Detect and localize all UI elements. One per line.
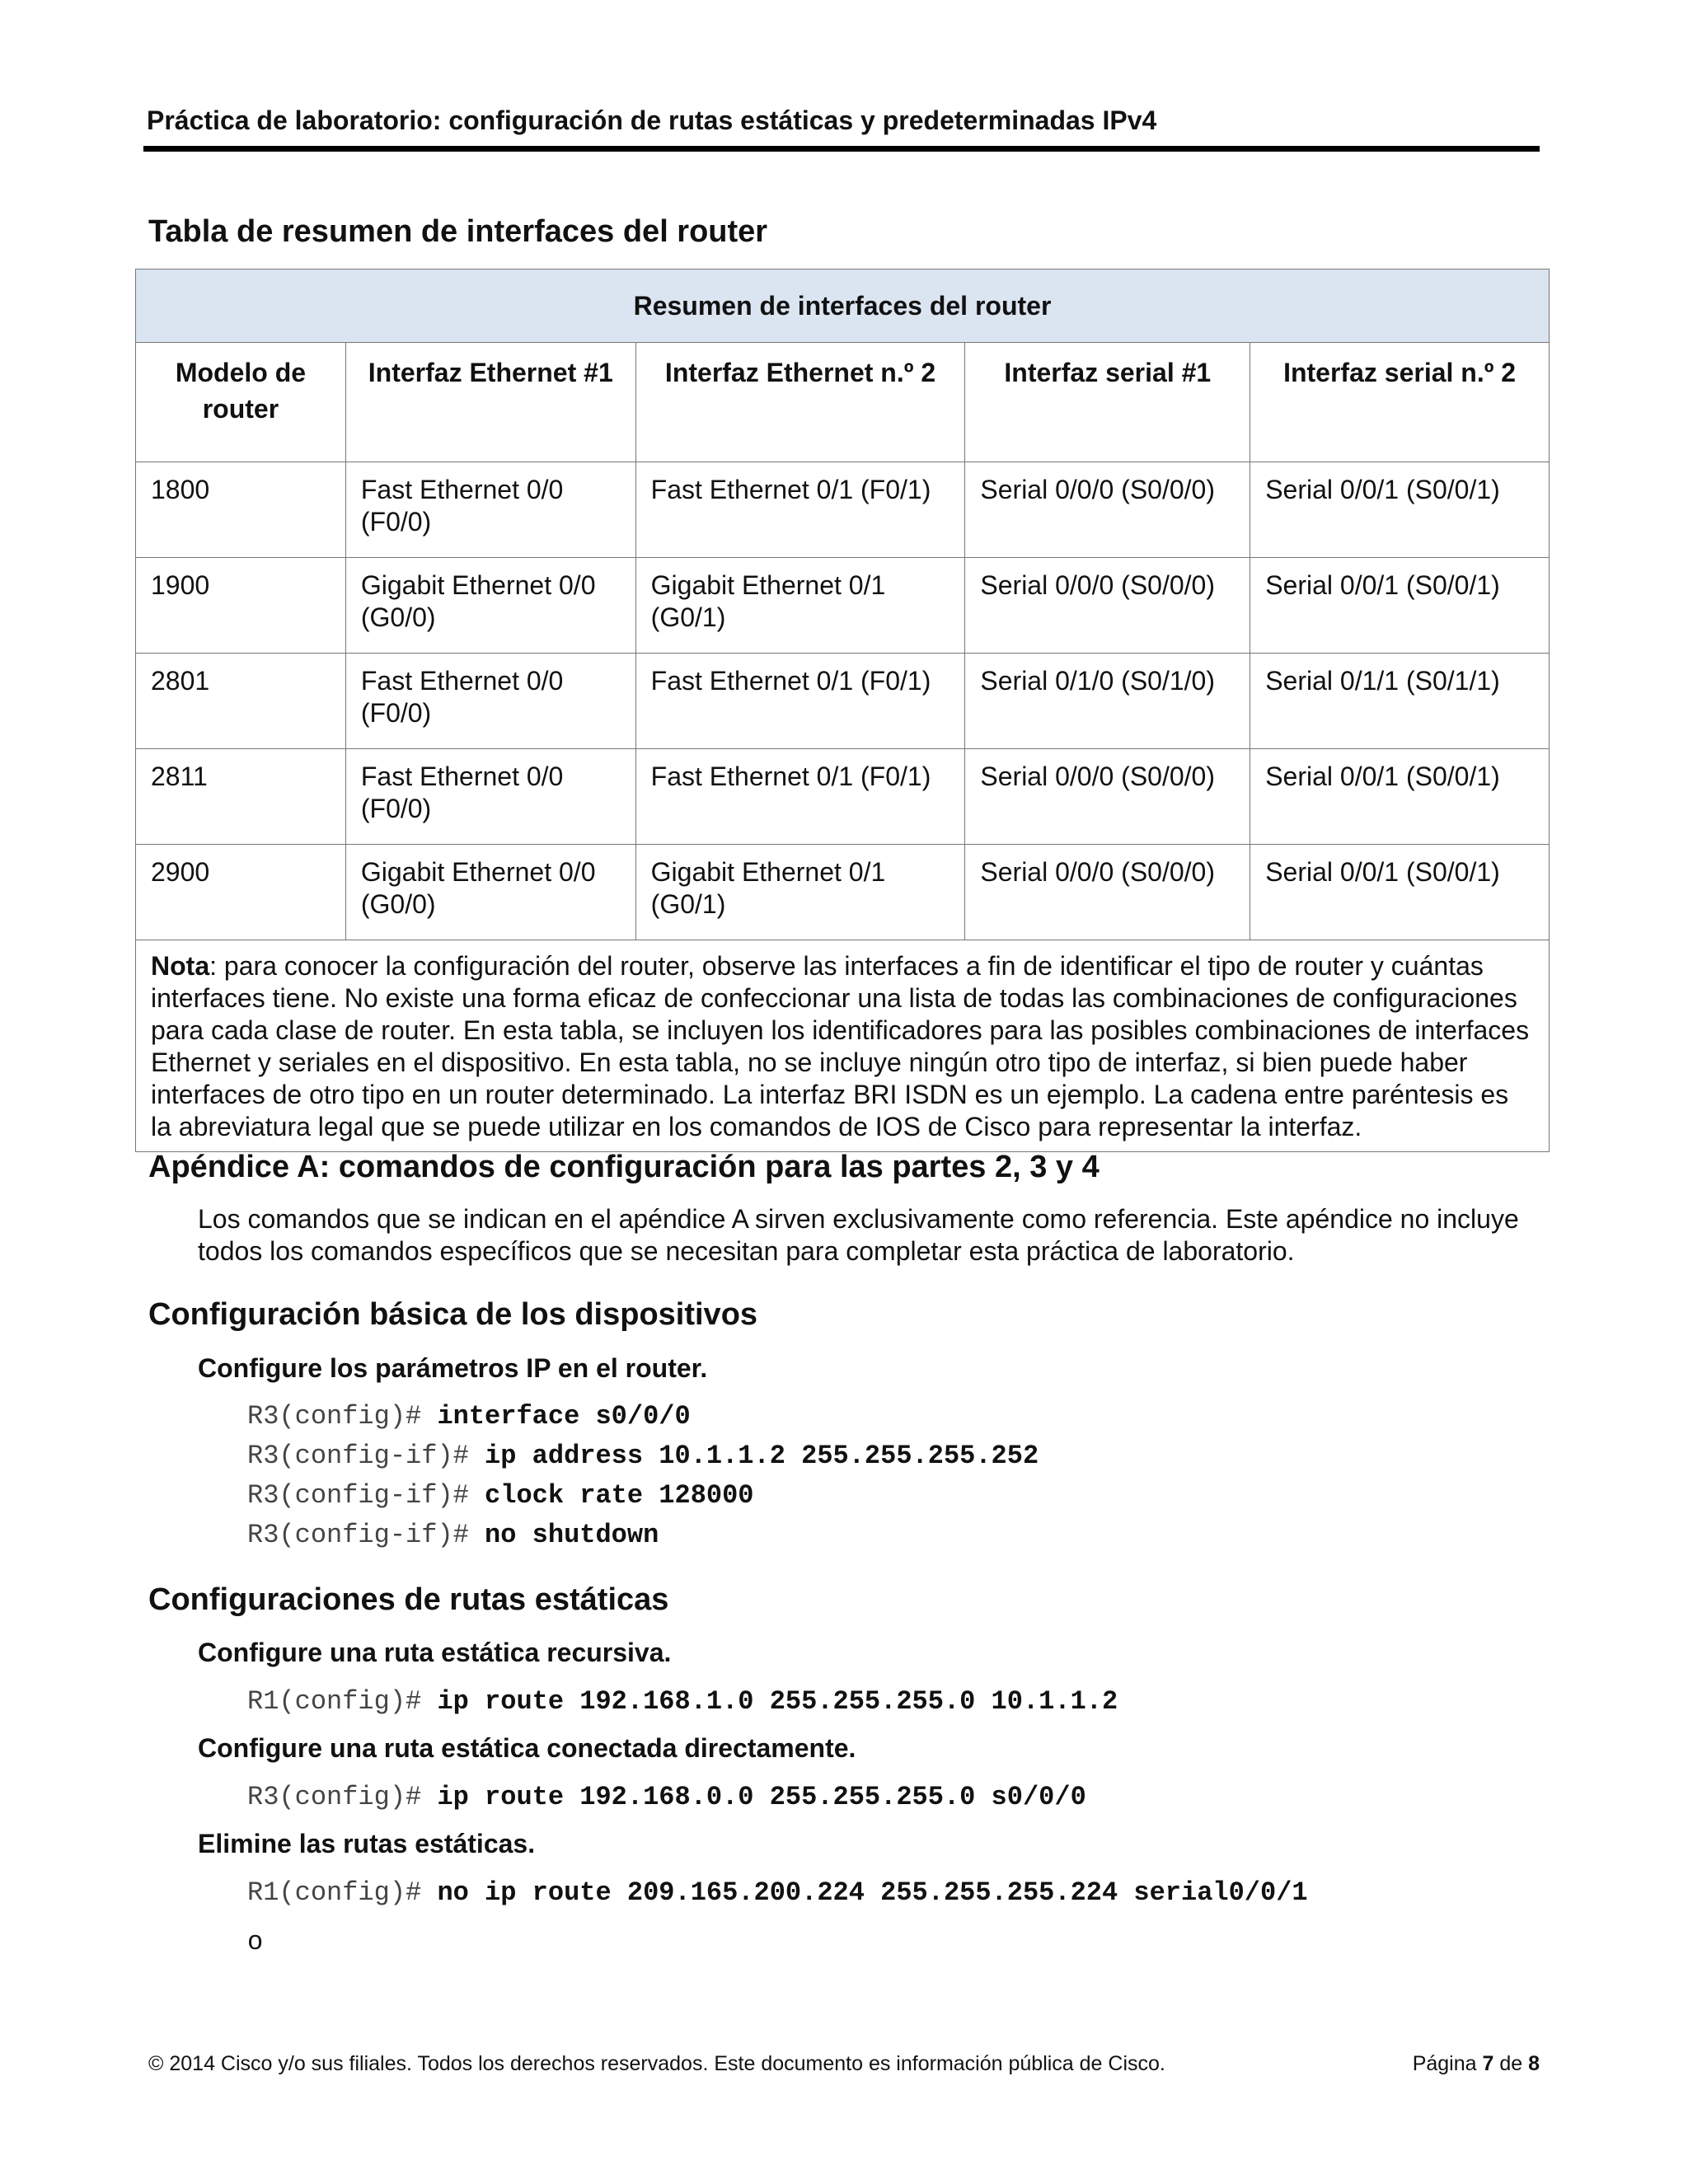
table-cell: Fast Ethernet 0/1 (F0/1) <box>635 462 965 558</box>
appendix-intro: Los comandos que se indican en el apéndice A sirven exclusivamente como referencia. Este apéndice no incluye todos los comandos específicos que se necesitan para completar esta práctica de laboratorio. <box>198 1204 1519 1266</box>
table-cell: 2801 <box>136 654 346 749</box>
table-cell: Serial 0/0/0 (S0/0/0) <box>965 845 1250 940</box>
command-line <box>247 1480 754 1511</box>
page-total: 8 <box>1528 2052 1540 2075</box>
table-cell: Serial 0/1/0 (S0/1/0) <box>965 654 1250 749</box>
table-row <box>136 654 1550 749</box>
command-text: ip route 192.168.0.0 255.255.255.0 s0/0/0 <box>437 1782 1086 1812</box>
recursive-route-subtitle: Configure una ruta estática recursiva. <box>198 1638 672 1667</box>
command-text: interface s0/0/0 <box>437 1401 691 1432</box>
table-cell: Gigabit Ethernet 0/0 (G0/0) <box>345 558 635 654</box>
command-line <box>247 1441 1039 1471</box>
table-cell: Fast Ethernet 0/0 (F0/0) <box>345 749 635 845</box>
column-header: Modelo de router <box>136 343 346 462</box>
command-line <box>247 1686 1118 1717</box>
table-cell: 1800 <box>136 462 346 558</box>
footer-page-number <box>1413 2052 1540 2076</box>
table-cell: Gigabit Ethernet 0/1 (G0/1) <box>635 558 965 654</box>
router-interface-table <box>135 269 1550 1152</box>
table-cell: Fast Ethernet 0/0 (F0/0) <box>345 654 635 749</box>
table-cell: 2900 <box>136 845 346 940</box>
table-cell: Gigabit Ethernet 0/1 (G0/1) <box>635 845 965 940</box>
table-cell: Serial 0/1/1 (S0/1/1) <box>1250 654 1550 749</box>
table-header-row <box>136 343 1550 462</box>
note-label: Nota <box>151 951 210 981</box>
footer-copyright: © 2014 Cisco y/o sus filiales. Todos los derechos reservados. Este documento es información pública de Cisco. <box>148 2052 1165 2075</box>
command-text: ip route 192.168.1.0 255.255.255.0 10.1.1.2 <box>437 1686 1118 1717</box>
column-header: Interfaz serial #1 <box>965 343 1250 462</box>
command-line <box>247 1401 691 1432</box>
table-cell: Serial 0/0/0 (S0/0/0) <box>965 558 1250 654</box>
table-cell: Serial 0/0/1 (S0/0/1) <box>1250 558 1550 654</box>
command-prompt: R1(config)# <box>247 1686 438 1717</box>
table-section-title: Tabla de resumen de interfaces del router <box>148 214 768 249</box>
command-text: no ip route 209.165.200.224 255.255.255.224 serial0/0/1 <box>437 1877 1308 1908</box>
table-note <box>136 940 1550 1152</box>
document-header-title: Práctica de laboratorio: configuración de rutas estáticas y predeterminadas IPv4 <box>147 105 1157 135</box>
page-current: 7 <box>1482 2052 1494 2075</box>
table-cell: Serial 0/0/1 (S0/0/1) <box>1250 462 1550 558</box>
table-row <box>136 558 1550 654</box>
command-text: clock rate 128000 <box>485 1480 754 1511</box>
command-line <box>247 1520 659 1550</box>
command-text: ip address 10.1.1.2 255.255.255.252 <box>485 1441 1039 1471</box>
command-line <box>247 1877 1308 1908</box>
table-row <box>136 462 1550 558</box>
command-prompt: R3(config)# <box>247 1782 438 1812</box>
table-cell: 2811 <box>136 749 346 845</box>
column-header: Interfaz Ethernet n.º 2 <box>635 343 965 462</box>
page-of: de <box>1493 2052 1529 2075</box>
header-rule <box>143 146 1540 152</box>
remove-routes-subtitle: Elimine las rutas estáticas. <box>198 1829 536 1858</box>
or-text: o <box>247 1927 264 1957</box>
command-prompt: R3(config-if)# <box>247 1441 485 1471</box>
command-prompt: R3(config)# <box>247 1401 438 1432</box>
table-caption: Resumen de interfaces del router <box>136 269 1550 343</box>
table-cell: Fast Ethernet 0/1 (F0/1) <box>635 654 965 749</box>
column-header: Interfaz Ethernet #1 <box>345 343 635 462</box>
note-text: : para conocer la configuración del router, observe las interfaces a fin de identificar el tipo de router y cuántas interfaces tiene. No existe una forma eficaz de confeccionar una lista de todas las combinaciones de configuraciones para cada clase de router. En esta tabla, se incluyen los identificadores para las posibles combinaciones de interfaces Ethernet y seriales en el dispositivo. En esta tabla, no se incluye ningún otro tipo de interfaz, si bien puede haber interfaces de otro tipo en un router determinado. La interfaz BRI ISDN es un ejemplo. La cadena entre paréntesis es la abreviatura legal que se puede utilizar en los comandos de IOS de Cisco para representar la interfaz. <box>151 951 1530 1141</box>
command-prompt: R3(config-if)# <box>247 1480 485 1511</box>
basic-config-subtitle: Configure los parámetros IP en el router. <box>198 1353 708 1383</box>
table-row <box>136 845 1550 940</box>
column-header: Interfaz serial n.º 2 <box>1250 343 1550 462</box>
table-cell: 1900 <box>136 558 346 654</box>
table-cell: Fast Ethernet 0/1 (F0/1) <box>635 749 965 845</box>
page-label: Página <box>1412 2052 1483 2075</box>
table-cell: Serial 0/0/1 (S0/0/1) <box>1250 749 1550 845</box>
table-cell: Gigabit Ethernet 0/0 (G0/0) <box>345 845 635 940</box>
table-cell: Fast Ethernet 0/0 (F0/0) <box>345 462 635 558</box>
table-row <box>136 749 1550 845</box>
static-routes-title: Configuraciones de rutas estáticas <box>148 1582 669 1617</box>
command-line <box>247 1782 1086 1812</box>
command-prompt: R3(config-if)# <box>247 1520 485 1550</box>
table-cell: Serial 0/0/0 (S0/0/0) <box>965 462 1250 558</box>
table-cell: Serial 0/0/0 (S0/0/0) <box>965 749 1250 845</box>
command-prompt: R1(config)# <box>247 1877 438 1908</box>
table-cell: Serial 0/0/1 (S0/0/1) <box>1250 845 1550 940</box>
basic-config-title: Configuración básica de los dispositivos <box>148 1297 758 1332</box>
appendix-title: Apéndice A: comandos de configuración para las partes 2, 3 y 4 <box>148 1150 1100 1184</box>
command-text: no shutdown <box>485 1520 659 1550</box>
direct-route-subtitle: Configure una ruta estática conectada directamente. <box>198 1733 856 1763</box>
